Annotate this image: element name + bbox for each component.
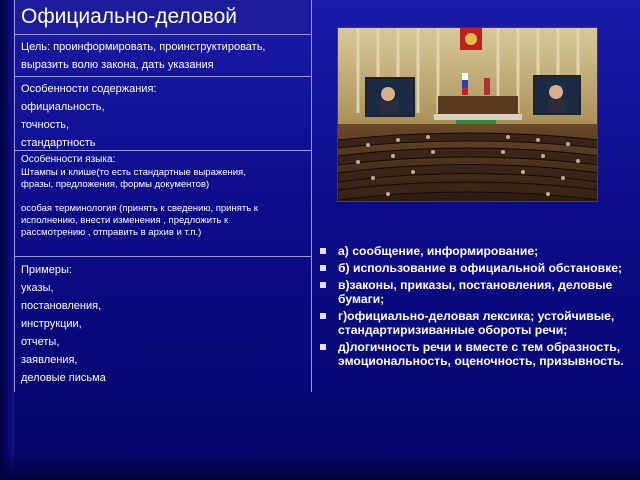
language-feature-line: Штампы и клише(то есть стандартные выражения, [21,167,246,178]
goal-row [15,35,311,77]
example-item: указы, [21,282,54,294]
parliament-hall-photo [337,27,598,202]
language-features-heading: Особенности языка: [21,154,116,165]
table-title: Официально-деловой [21,5,237,28]
bullet-item [318,278,634,306]
language-feature-line: рассмотрению , отправить в архив и т.п.) [21,227,202,238]
bullet-item [318,340,634,368]
bullet-square-icon [320,282,326,288]
content-features-row [15,77,311,151]
bullet-item [318,244,634,258]
goal-line-1: Цель: проинформировать, проинструктировать, [21,41,266,53]
example-item: заявления, [21,354,78,366]
language-feature-line: особая терминология (принять к сведению, принять к [21,203,258,214]
goal-line-2: выразить волю закона, дать указания [21,59,214,71]
slide-edge-left [0,0,14,480]
bullet-text: а) сообщение, информирование; [338,244,539,258]
bullet-text: б) использование в официальной обстановке; [338,261,623,275]
example-item: постановления, [21,300,102,312]
example-item: инструкции, [21,318,82,330]
bullet-text: г)официально-деловая лексика; устойчивые, стандартиризиванные обороты речи; [338,309,615,337]
content-feature-item: официальность, [21,101,105,113]
bullet-text: д)логичность речи и вместе с тем образность, эмоциональность, оценочность, призывность. [338,340,624,368]
bullet-square-icon [320,344,326,350]
examples-heading: Примеры: [21,264,72,276]
bullet-text: в)законы, приказы, постановления, деловые бумаги; [338,278,613,306]
example-item: отчеты, [21,336,60,348]
style-info-table [14,0,312,392]
language-feature-line: фразы, предложения, формы документов) [21,179,210,190]
content-feature-item: точность, [21,119,70,131]
bullet-list [318,244,634,371]
language-feature-line: исполнению, внести изменения , предложить к [21,215,229,226]
bullet-square-icon [320,265,326,271]
slide-edge-bottom [0,452,640,480]
bullet-square-icon [320,248,326,254]
table-title-row [15,0,311,35]
language-features-row [15,151,311,257]
bullet-item [318,309,634,337]
examples-row [15,257,311,392]
content-feature-item: стандартность [21,137,96,149]
example-item: деловые письма [21,372,106,384]
bullet-square-icon [320,313,326,319]
content-features-heading: Особенности содержания: [21,83,157,95]
bullet-item [318,261,634,275]
